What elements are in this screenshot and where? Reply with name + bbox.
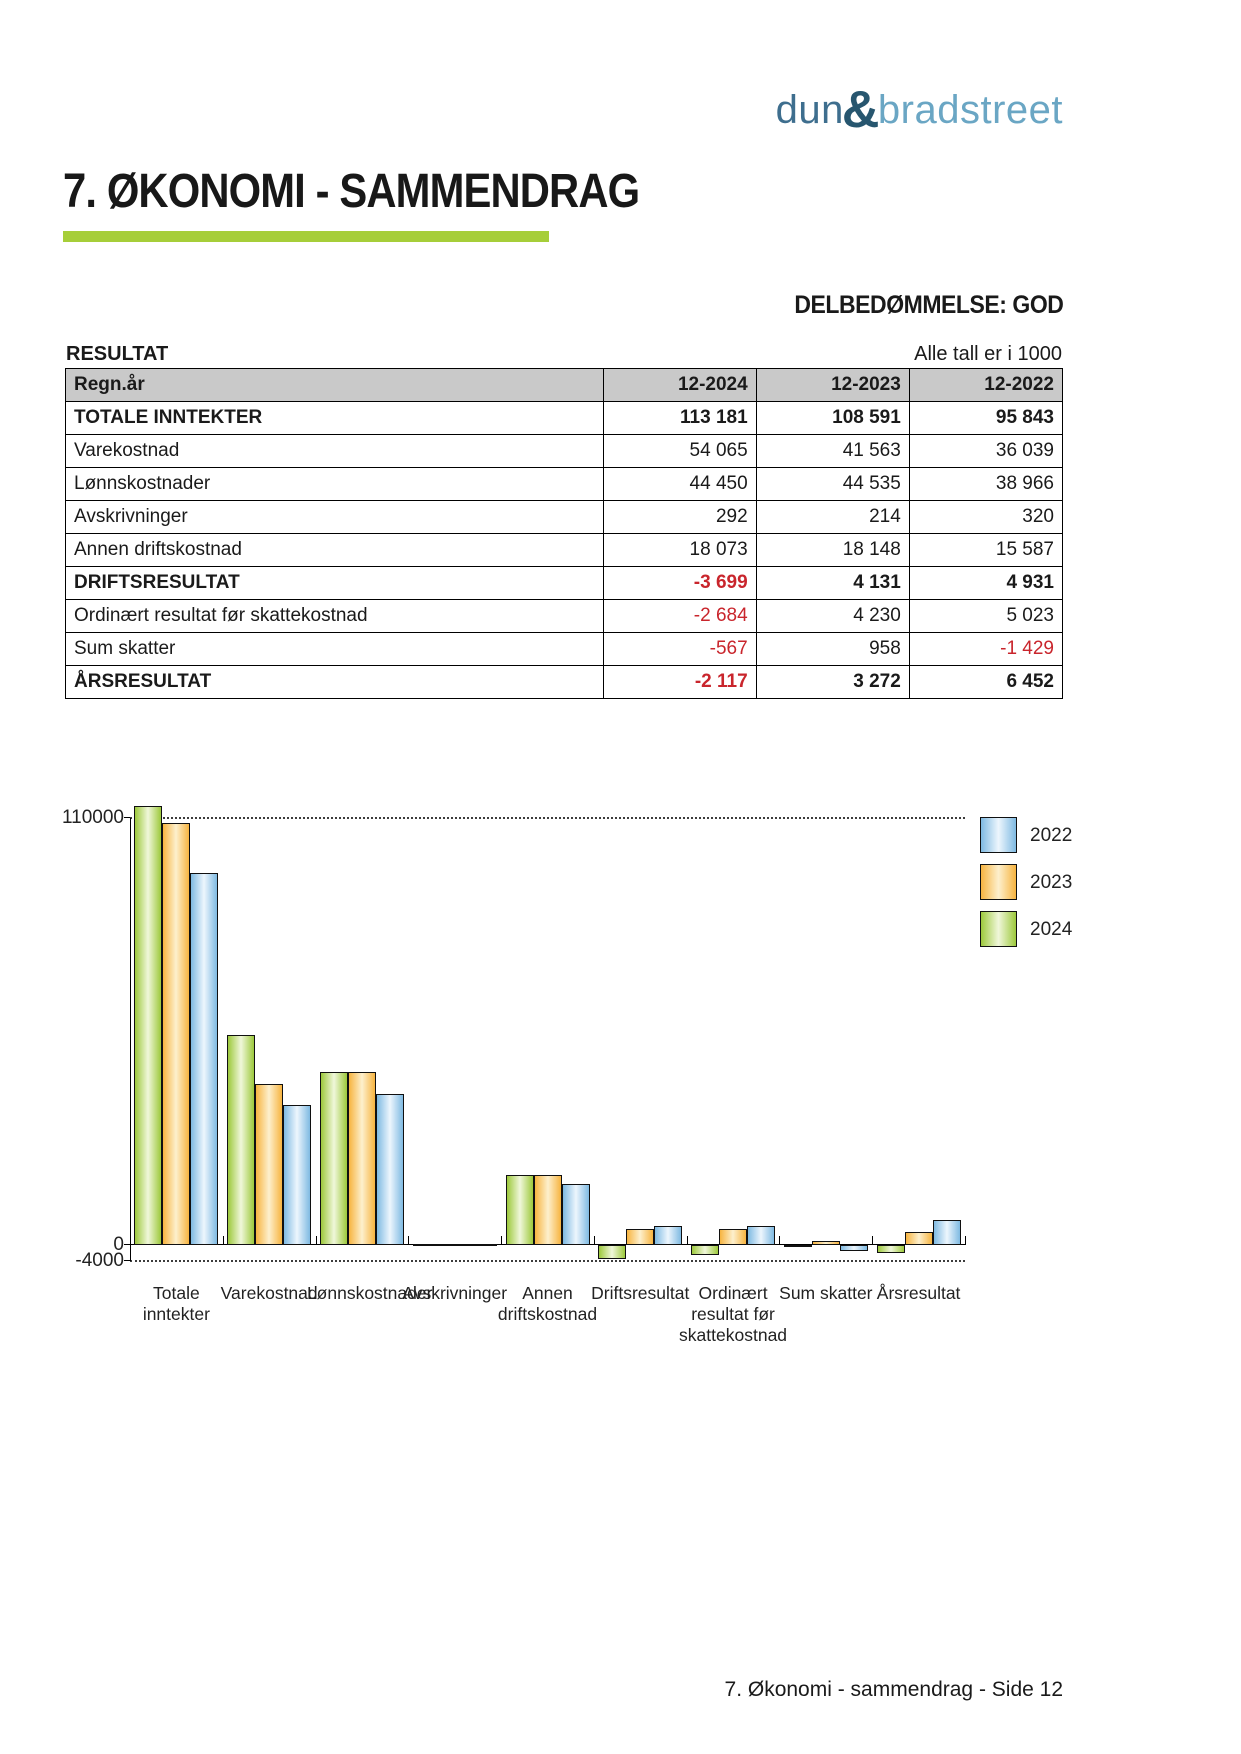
bar-2024-2: [320, 1072, 348, 1245]
row-label: TOTALE INNTEKTER: [66, 402, 604, 435]
table-row: [66, 435, 1063, 468]
cell-value: 38 966: [909, 468, 1062, 501]
col-header-2024: 12-2024: [603, 369, 756, 402]
table-row: [66, 666, 1063, 699]
y-axis-tick: [124, 817, 130, 818]
bar-2022-4: [562, 1184, 590, 1245]
x-category-label: Ordinært resultat før skattekostnad: [679, 1283, 788, 1345]
result-section-label: RESULTAT: [66, 343, 169, 365]
table-row: [66, 402, 1063, 435]
y-tick-label: 110000: [62, 807, 124, 828]
bar-2022-7: [840, 1245, 868, 1251]
x-category-label: Annen driftskostnad: [497, 1283, 598, 1324]
cell-value: 4 131: [756, 567, 909, 600]
cell-value: 18 148: [756, 534, 909, 567]
cell-value: 4 931: [909, 567, 1062, 600]
table-row: [66, 468, 1063, 501]
bar-2024-3: [413, 1244, 441, 1246]
table-header-row: [66, 369, 1063, 402]
col-header-regnar: Regn.år: [66, 369, 604, 402]
bar-2023-3: [441, 1244, 469, 1246]
table-row: [66, 501, 1063, 534]
x-category-label: Lønnskostnader: [306, 1283, 433, 1303]
cell-value: -1 429: [909, 633, 1062, 666]
gridline--4000: [130, 1260, 965, 1262]
legend-label-2022: 2022: [1030, 825, 1073, 846]
bar-2023-2: [348, 1072, 376, 1245]
cell-value: -3 699: [603, 567, 756, 600]
row-label: Sum skatter: [66, 633, 604, 666]
x-axis-baseline: [130, 1244, 965, 1245]
bar-2024-7: [784, 1245, 812, 1247]
x-category-label: Totale inntekter: [142, 1283, 210, 1324]
legend-swatch-2024: [980, 911, 1017, 947]
page-footer: 7. Økonomi - sammendrag - Side 12: [724, 1678, 1063, 1701]
bar-2024-6: [691, 1245, 719, 1255]
bar-2022-3: [469, 1244, 497, 1246]
result-table: [65, 368, 1063, 699]
bar-2022-5: [654, 1226, 682, 1245]
bar-2024-8: [877, 1245, 905, 1253]
row-label: Avskrivninger: [66, 501, 604, 534]
cell-value: 41 563: [756, 435, 909, 468]
x-category-label: Varekostnad: [220, 1283, 318, 1303]
table-row: [66, 567, 1063, 600]
page-title: 7. ØKONOMI - SAMMENDRAG: [63, 165, 640, 218]
bar-2023-8: [905, 1232, 933, 1245]
dun-bradstreet-logo: [775, 76, 1063, 139]
row-label: Annen driftskostnad: [66, 534, 604, 567]
bar-2024-1: [227, 1035, 255, 1245]
cell-value: 108 591: [756, 402, 909, 435]
x-axis-tick: [779, 1236, 780, 1245]
title-underline: [63, 231, 549, 242]
cell-value: 54 065: [603, 435, 756, 468]
x-axis-tick: [872, 1236, 873, 1245]
bar-2023-4: [534, 1175, 562, 1245]
bar-2024-0: [134, 806, 162, 1245]
x-category-label: Driftsresultat: [591, 1283, 690, 1303]
table-row: [66, 534, 1063, 567]
col-header-2023: 12-2023: [756, 369, 909, 402]
cell-value: 4 230: [756, 600, 909, 633]
cell-value: 95 843: [909, 402, 1062, 435]
legend-label-2024: 2024: [1030, 919, 1073, 940]
table-row: [66, 600, 1063, 633]
bar-2022-6: [747, 1226, 775, 1245]
x-axis-tick: [594, 1236, 595, 1245]
x-axis-tick: [501, 1236, 502, 1245]
legend-label-2023: 2023: [1030, 872, 1073, 893]
cell-value: 6 452: [909, 666, 1062, 699]
units-note: Alle tall er i 1000: [914, 343, 1062, 365]
bar-2023-5: [626, 1229, 654, 1245]
cell-value: 15 587: [909, 534, 1062, 567]
x-axis-tick: [687, 1236, 688, 1245]
y-axis-tick: [124, 1244, 130, 1245]
bar-2023-1: [255, 1084, 283, 1245]
ampersand-icon: &: [841, 81, 880, 139]
x-axis-tick: [316, 1236, 317, 1245]
x-axis-tick: [408, 1236, 409, 1245]
bar-2023-0: [162, 823, 190, 1245]
x-category-label: Sum skatter: [779, 1283, 873, 1303]
bar-2024-4: [506, 1175, 534, 1245]
y-tick-label: 0: [113, 1234, 124, 1255]
table-row: [66, 633, 1063, 666]
row-label: Varekostnad: [66, 435, 604, 468]
y-tick-label: -4000: [75, 1249, 124, 1271]
cell-value: 18 073: [603, 534, 756, 567]
bar-2022-0: [190, 873, 218, 1245]
bar-2024-5: [598, 1245, 626, 1259]
logo-text-bradstreet: bradstreet: [877, 88, 1063, 132]
row-label: Ordinært resultat før skattekostnad: [66, 600, 604, 633]
y-axis-tick: [124, 1260, 130, 1261]
bar-2022-1: [283, 1105, 311, 1245]
legend-swatch-2023: [980, 864, 1017, 900]
cell-value: 958: [756, 633, 909, 666]
col-header-2022: 12-2022: [909, 369, 1062, 402]
cell-value: 320: [909, 501, 1062, 534]
legend-swatch-2022: [980, 817, 1017, 853]
x-axis-tick: [130, 1236, 131, 1245]
x-axis-tick: [223, 1236, 224, 1245]
row-label: Lønnskostnader: [66, 468, 604, 501]
cell-value: 44 535: [756, 468, 909, 501]
bar-2023-6: [719, 1229, 747, 1245]
row-label: DRIFTSRESULTAT: [66, 567, 604, 600]
y-axis-line: [130, 818, 131, 1261]
cell-value: 44 450: [603, 468, 756, 501]
cell-value: 3 272: [756, 666, 909, 699]
cell-value: 113 181: [603, 402, 756, 435]
cell-value: 214: [756, 501, 909, 534]
logo-text-dun: dun: [775, 88, 844, 132]
x-category-label: Avskrivninger: [402, 1283, 508, 1303]
bar-2022-2: [376, 1094, 404, 1245]
bar-2023-7: [812, 1241, 840, 1245]
gridline-110000: [130, 817, 965, 819]
cell-value: 5 023: [909, 600, 1062, 633]
cell-value: -2 117: [603, 666, 756, 699]
cell-value: 292: [603, 501, 756, 534]
cell-value: -567: [603, 633, 756, 666]
row-label: ÅRSRESULTAT: [66, 666, 604, 699]
assessment-label: DELBEDØMMELSE: GOD: [793, 291, 1063, 319]
cell-value: -2 684: [603, 600, 756, 633]
cell-value: 36 039: [909, 435, 1062, 468]
bar-2022-8: [933, 1220, 961, 1245]
x-axis-tick: [965, 1236, 966, 1245]
x-category-label: Årsresultat: [876, 1283, 961, 1303]
